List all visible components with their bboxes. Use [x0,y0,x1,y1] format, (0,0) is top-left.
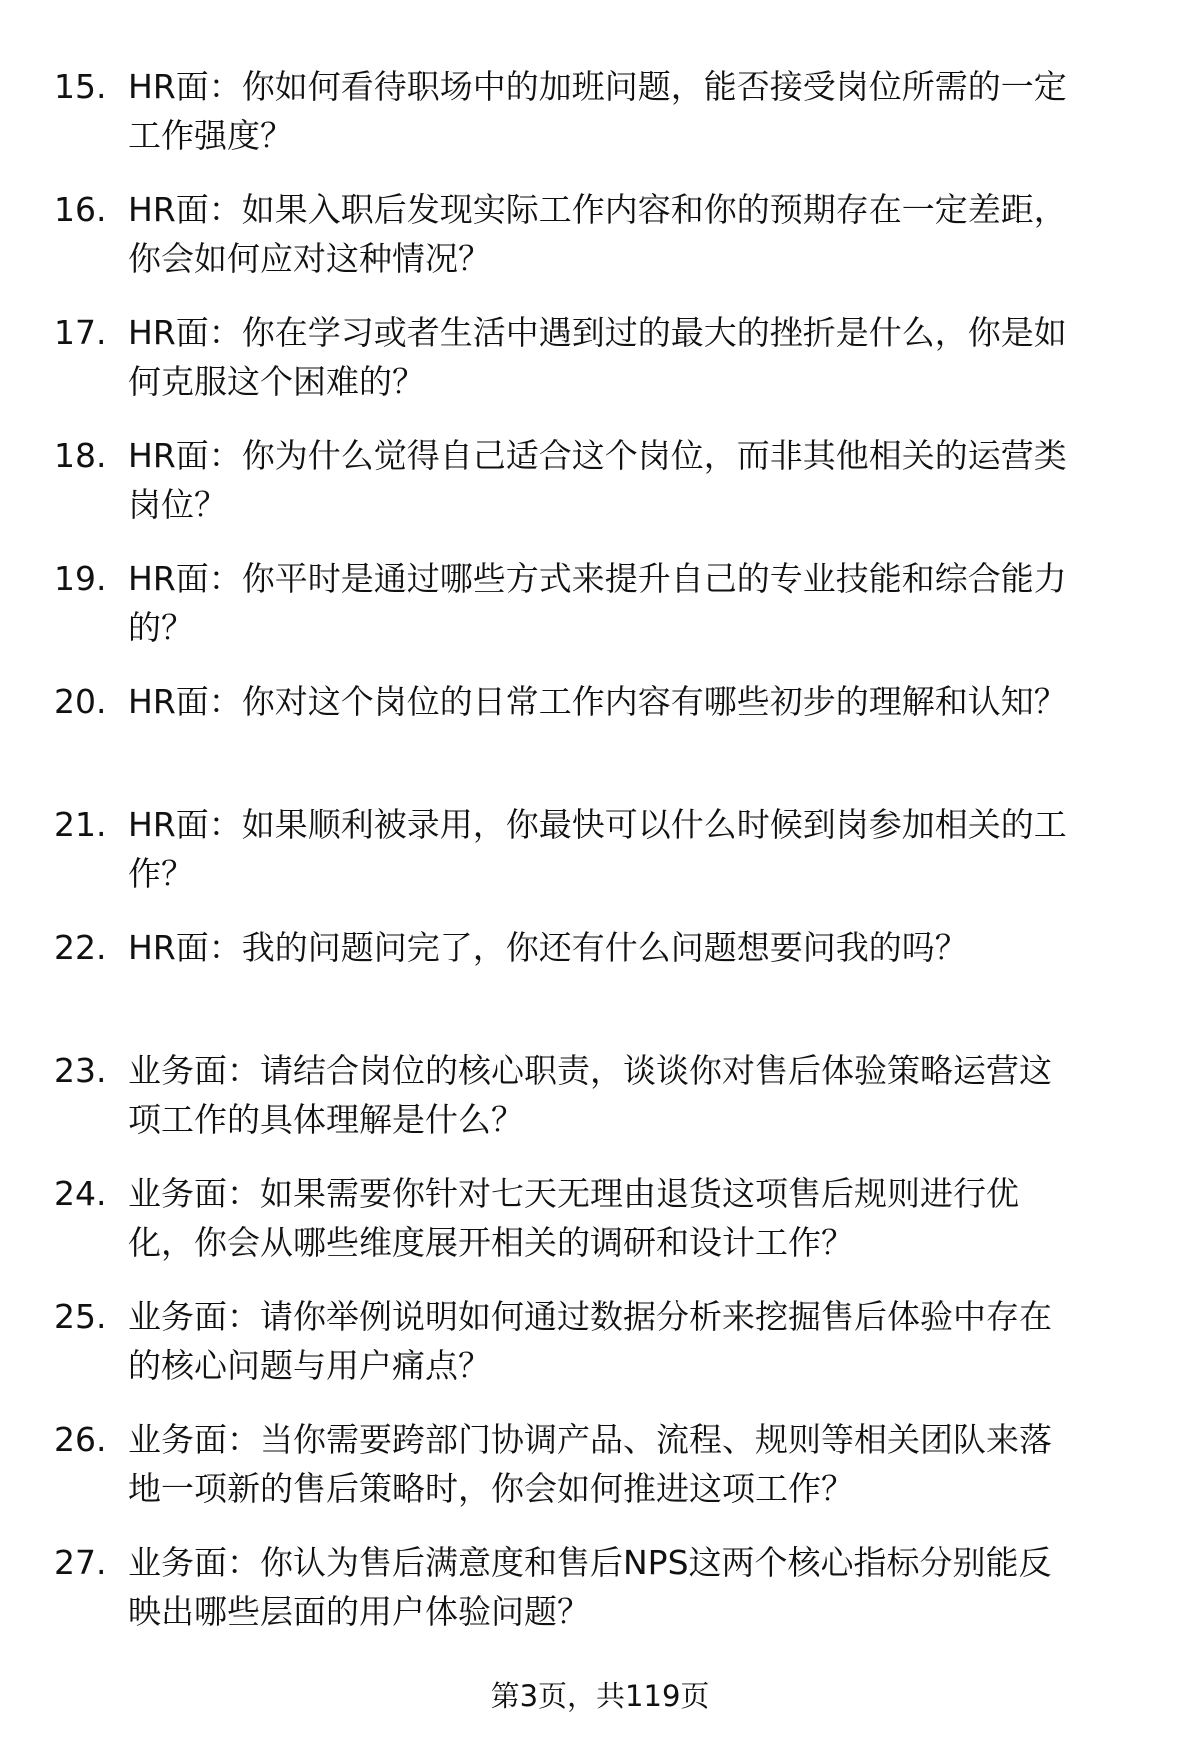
question-line: 的核心问题与用户痛点？ [128,1346,491,1385]
question-text [128,554,1178,652]
question-line: 岗位？ [128,485,227,524]
question-text [128,308,1178,406]
question-item [0,923,1200,1046]
question-text [128,1292,1178,1390]
question-line: 业务面：你认为售后满意度和售后NPS这两个核心指标分别能反 [128,1543,1052,1582]
question-text [128,677,1178,726]
question-number: 17. [54,313,107,352]
question-line: HR面：我的问题问完了，你还有什么问题想要问我的吗？ [128,928,968,967]
question-text [128,800,1178,898]
question-text [128,62,1178,160]
question-line: 作？ [128,854,194,893]
question-line: 何克服这个困难的？ [128,362,425,401]
question-item [0,1415,1200,1538]
question-line: 工作强度？ [128,116,293,155]
question-line: 项工作的具体理解是什么？ [128,1100,524,1139]
question-number: 16. [54,190,107,229]
question-line: 业务面：当你需要跨部门协调产品、流程、规则等相关团队来落 [128,1420,1052,1459]
question-line: 的？ [128,608,194,647]
question-text [128,1538,1178,1636]
question-number: 27. [54,1543,107,1582]
question-number: 20. [54,682,107,721]
question-text [128,185,1178,283]
question-line: HR面：你为什么觉得自己适合这个岗位，而非其他相关的运营类 [128,436,1067,475]
question-line: 映出哪些层面的用户体验问题？ [128,1592,590,1631]
question-line: HR面：如果入职后发现实际工作内容和你的预期存在一定差距， [128,190,1067,229]
question-text [128,1169,1178,1267]
question-number: 15. [54,67,107,106]
question-text [128,1415,1178,1513]
question-item [0,800,1200,923]
question-item [0,308,1200,431]
question-item [0,1046,1200,1169]
question-number: 24. [54,1174,107,1213]
question-line: HR面：你平时是通过哪些方式来提升自己的专业技能和综合能力 [128,559,1067,598]
question-line: HR面：如果顺利被录用，你最快可以什么时候到岗参加相关的工 [128,805,1067,844]
page-footer: 第3页，共119页 [490,1679,710,1713]
question-line: HR面：你如何看待职场中的加班问题，能否接受岗位所需的一定 [128,67,1067,106]
question-number: 19. [54,559,107,598]
question-number: 26. [54,1420,107,1459]
question-item [0,185,1200,308]
question-text [128,923,1178,972]
question-text [128,1046,1178,1144]
question-item [0,554,1200,677]
question-number: 18. [54,436,107,475]
question-number: 22. [54,928,107,967]
question-line: 业务面：如果需要你针对七天无理由退货这项售后规则进行优 [128,1174,1019,1213]
question-text [128,431,1178,529]
question-number: 23. [54,1051,107,1090]
question-line: HR面：你在学习或者生活中遇到过的最大的挫折是什么，你是如 [128,313,1067,352]
question-item [0,62,1200,185]
question-item [0,677,1200,800]
question-item [0,431,1200,554]
question-item [0,1538,1200,1661]
question-line: 你会如何应对这种情况？ [128,239,491,278]
question-line: HR面：你对这个岗位的日常工作内容有哪些初步的理解和认知？ [128,682,1067,721]
question-line: 业务面：请你举例说明如何通过数据分析来挖掘售后体验中存在 [128,1297,1052,1336]
question-number: 25. [54,1297,107,1336]
question-line: 业务面：请结合岗位的核心职责，谈谈你对售后体验策略运营这 [128,1051,1052,1090]
question-list [0,62,1200,1661]
question-line: 地一项新的售后策略时，你会如何推进这项工作？ [128,1469,854,1508]
question-number: 21. [54,805,107,844]
question-line: 化，你会从哪些维度展开相关的调研和设计工作？ [128,1223,854,1262]
question-item [0,1292,1200,1415]
question-item [0,1169,1200,1292]
